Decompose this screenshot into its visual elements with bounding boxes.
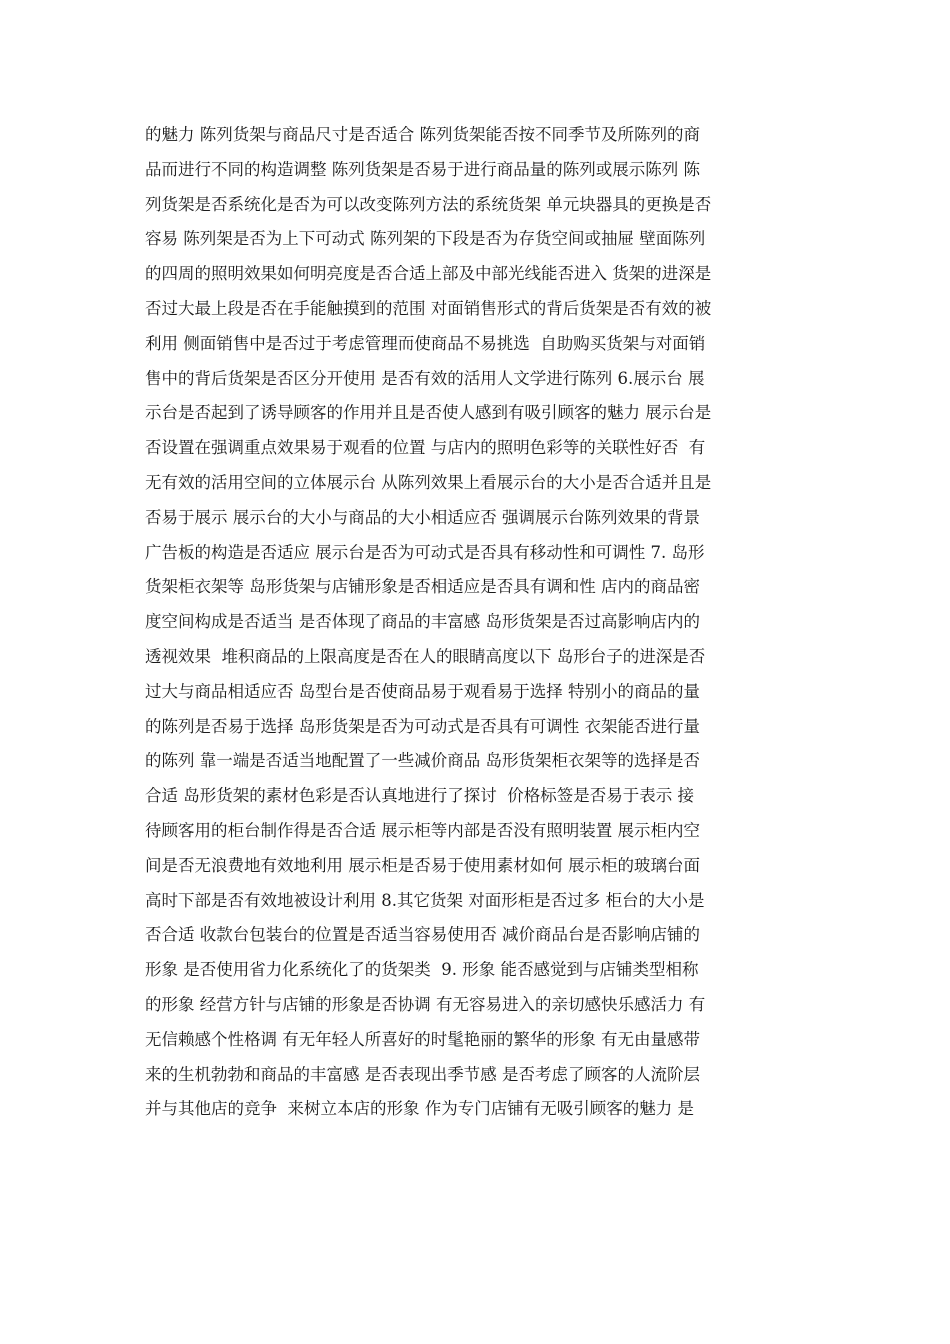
text-line: 间是否无浪费地有效地利用 展示柜是否易于使用素材如何 展示柜的玻璃台面 [145,855,700,875]
text-line: 否易于展示 展示台的大小与商品的大小相适应否 强调展示台陈列效果的背景 [145,507,700,527]
text-line: 广告板的构造是否适应 展示台是否为可动式是否具有移动性和可调性 7. 岛形 [145,542,705,562]
text-line: 形象 是否使用省力化系统化了的货架类 9. 形象 能否感觉到与店铺类型相称 [145,960,699,980]
text-line: 品而进行不同的构造调整 陈列货架是否易于进行商品量的陈列或展示陈列 陈 [145,159,700,179]
text-line: 高时下部是否有效地被设计利用 8.其它货架 对面形柜是否过多 柜台的大小是 [145,890,705,910]
text-line: 并与其他店的竞争 来树立本店的形象 作为专门店铺有无吸引顾客的魅力 是 [145,1099,694,1119]
text-line: 货架柜衣架等 岛形货架与店铺形象是否相适应是否具有调和性 店内的商品密 [145,577,700,597]
text-line: 过大与商品相适应否 岛型台是否使商品易于观看易于选择 特别小的商品的量 [145,681,700,701]
text-line: 售中的背后货架是否区分开使用 是否有效的活用人文学进行陈列 6.展示台 展 [145,368,705,388]
text-line: 来的生机勃勃和商品的丰富感 是否表现出季节感 是否考虑了顾客的人流阶层 [145,1064,700,1084]
text-line: 否合适 收款台包装台的位置是否适当容易使用否 减价商品台是否影响店铺的 [145,925,700,945]
text-line: 否设置在强调重点效果易于观看的位置 与店内的照明色彩等的关联性好否 有 [145,438,706,458]
text-line: 容易 陈列架是否为上下可动式 陈列架的下段是否为存货空间或抽屉 壁面陈列 [145,229,706,249]
text-line: 的陈列 靠一端是否适当地配置了一些减价商品 岛形货架柜衣架等的选择是否 [145,751,700,771]
text-line: 示台是否起到了诱导顾客的作用并且是否使人感到有吸引顾客的魅力 展示台是 [145,403,712,423]
text-line: 否过大最上段是否在手能触摸到的范围 对面销售形式的背后货架是否有效的被 [145,298,712,318]
text-line: 的魅力 陈列货架与商品尺寸是否适合 陈列货架能否按不同季节及所陈列的商 [145,125,700,144]
text-line: 的形象 经营方针与店铺的形象是否协调 有无容易进入的亲切感快乐感活力 有 [145,994,706,1014]
text-line: 列货架是否系统化是否为可以改变陈列方法的系统货架 单元块器具的更换是否 [145,194,712,214]
body-text [145,118,815,1127]
text-line: 度空间构成是否适当 是否体现了商品的丰富感 岛形货架是否过高影响店内的 [145,612,700,632]
text-line: 透视效果 堆积商品的上限高度是否在人的眼睛高度以下 岛形台子的进深是否 [145,646,706,666]
text-line: 待顾客用的柜台制作得是否合适 展示柜等内部是否没有照明装置 展示柜内空 [145,820,700,840]
text-line: 的四周的照明效果如何明亮度是否合适上部及中部光线能否进入 货架的进深是 [145,264,712,284]
text-line: 的陈列是否易于选择 岛形货架是否为可动式是否具有可调性 衣架能否进行量 [145,716,700,736]
text-line: 无信赖感个性格调 有无年轻人所喜好的时髦艳丽的繁华的形象 有无由量感带 [145,1029,700,1049]
text-line: 合适 岛形货架的素材色彩是否认真地进行了探讨 价格标签是否易于表示 接 [145,786,694,806]
text-line: 利用 侧面销售中是否过于考虑管理而使商品不易挑选 自助购买货架与对面销 [145,333,706,353]
text-line: 无有效的活用空间的立体展示台 从陈列效果上看展示台的大小是否合适并且是 [145,472,712,492]
